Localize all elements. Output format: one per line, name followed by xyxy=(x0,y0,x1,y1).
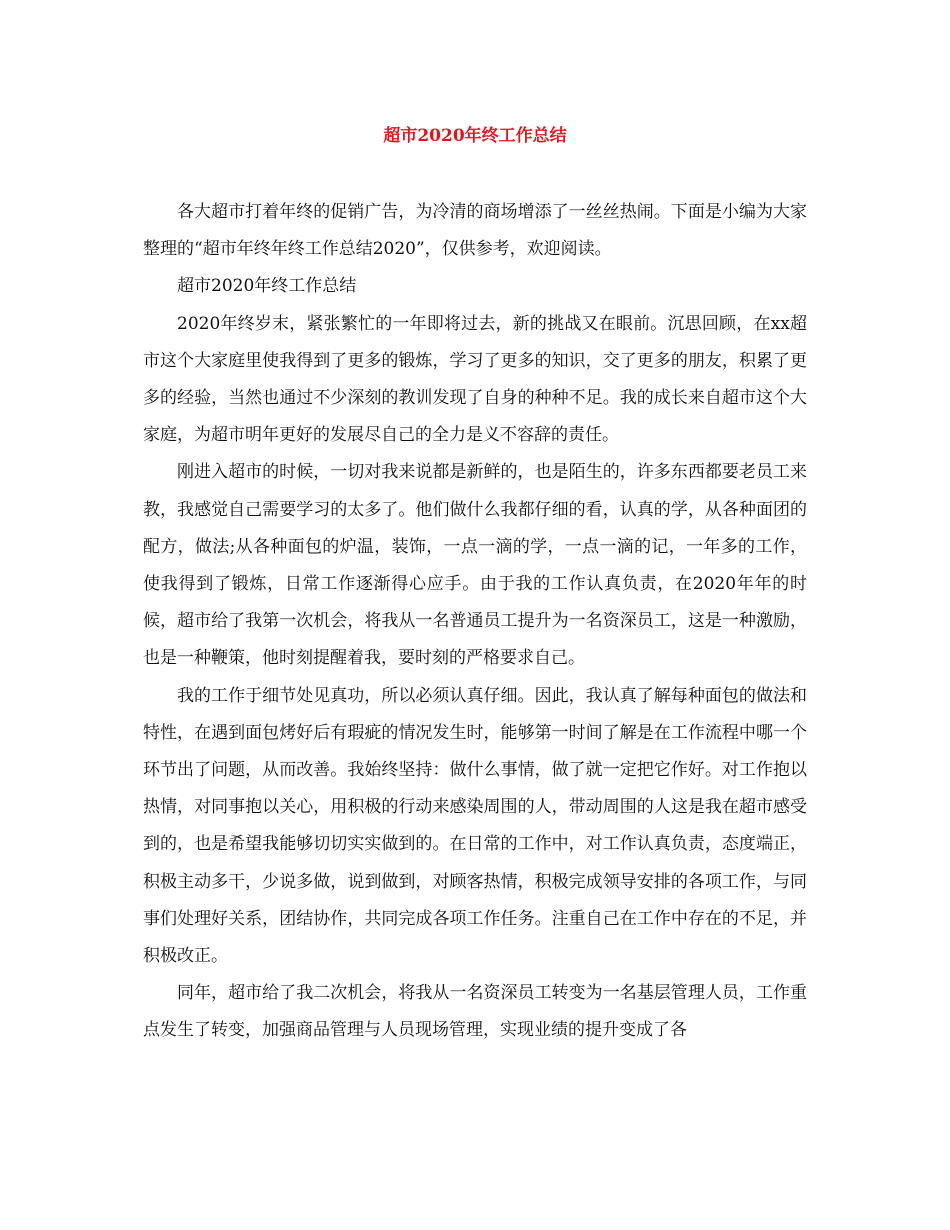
body-paragraph: 刚进入超市的时候，一切对我来说都是新鲜的，也是陌生的，许多东西都要老员工来教，我感觉自己需要学习的太多了。他们做什么我都仔细的看，认真的学，从各种面团的配方，做法;从各种面包的炉温，装饰，一点一滴的学，一点一滴的记，一年多的工作，使我得到了锻炼，日常工作逐渐得心应手。由于我的工作认真负责，在2020年年的时候，超市给了我第一次机会，将我从一名普通员工提升为一名资深员工，这是一种激励，也是一种鞭策，他时刻提醒着我，要时刻的严格要求自己。 xyxy=(143,462,807,669)
body-paragraph: 我的工作于细节处见真功，所以必须认真仔细。因此，我认真了解每种面包的做法和特性，在遇到面包烤好后有瑕疵的情况发生时，能够第一时间了解是在工作流程中哪一个环节出了问题，从而改善。我始终坚持：做什么事情，做了就一定把它作好。对工作抱以热情，对同事抱以关心，用积极的行动来感染周围的人，带动周围的人这是我在超市感受到的，也是希望我能够切切实实做到的。在日常的工作中，对工作认真负责，态度端正，积极主动多干，少说多做，说到做到，对顾客热情，积极完成领导安排的各项工作，与同事们处理好关系，团结协作，共同完成各项工作任务。注重自己在工作中存在的不足，并积极改正。 xyxy=(143,685,807,967)
body-paragraph: 2020年终岁末，紧张繁忙的一年即将过去，新的挑战又在眼前。沉思回顾，在xx超市这个大家庭里使我得到了更多的锻炼，学习了更多的知识，交了更多的朋友，积累了更多的经验，当然也通过不少深刻的教训发现了自身的种种不足。我的成长来自超市这个大家庭，为超市明年更好的发展尽自己的全力是义不容辞的责任。 xyxy=(143,313,807,446)
document-title: 超市2020年终工作总结 xyxy=(383,126,567,146)
section-heading: 超市2020年终工作总结 xyxy=(177,276,357,297)
intro-paragraph: 各大超市打着年终的促销广告，为冷清的商场增添了一丝丝热闹。下面是小编为大家整理的“超市年终年终工作总结2020”，仅供参考，欢迎阅读。 xyxy=(143,202,807,260)
document-body xyxy=(143,194,807,1050)
body-paragraph: 同年，超市给了我二次机会，将我从一名资深员工转变为一名基层管理人员，工作重点发生了转变，加强商品管理与人员现场管理，实现业绩的提升变成了各 xyxy=(143,983,807,1041)
